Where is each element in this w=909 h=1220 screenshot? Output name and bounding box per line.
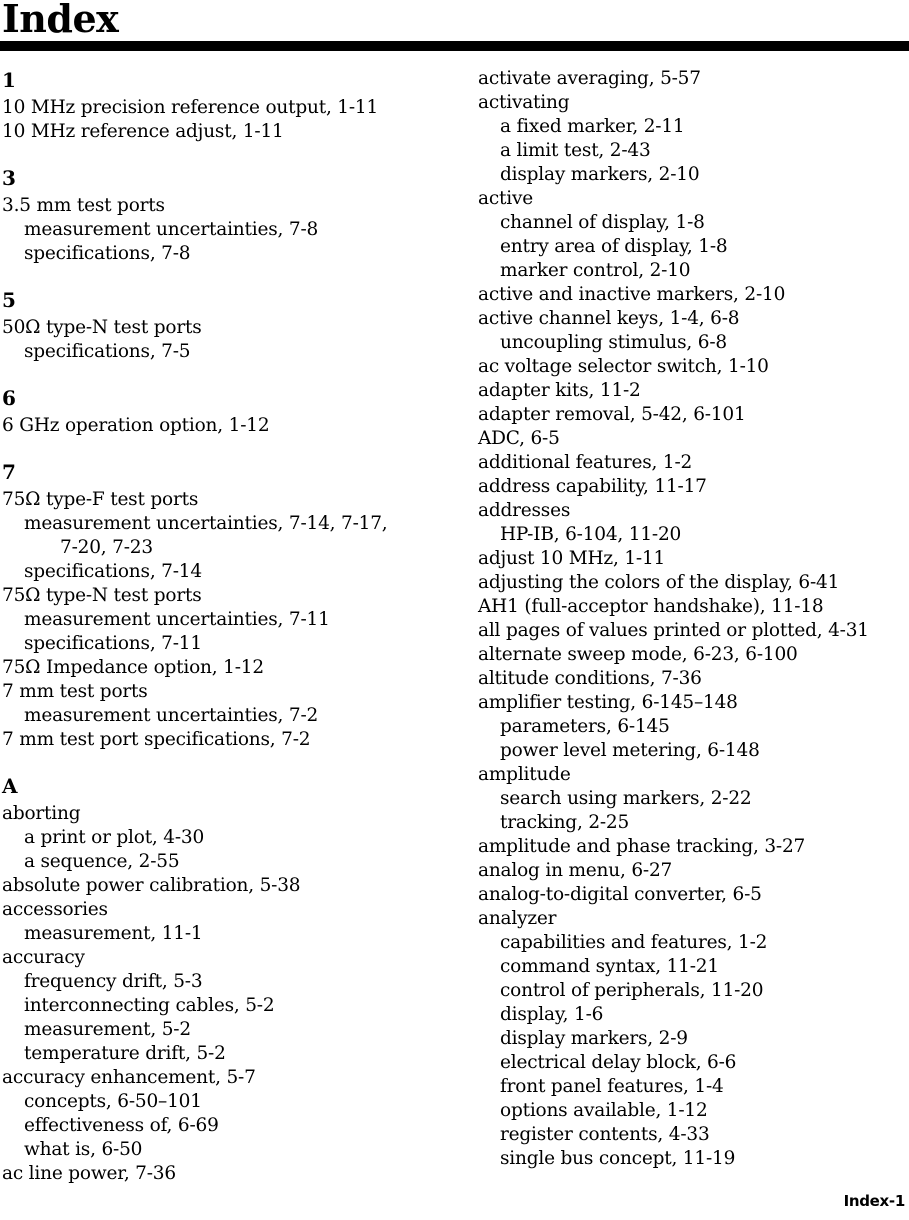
index-entry: absolute power calibration, 5-38	[2, 875, 301, 896]
index-entry: aborting	[2, 803, 81, 824]
index-entry: ac voltage selector switch, 1-10	[478, 356, 769, 377]
index-left-column	[2, 67, 454, 1186]
index-entry: amplitude	[478, 764, 571, 785]
section-heading: 1	[2, 68, 16, 92]
index-entry: specifications, 7-14	[24, 561, 202, 582]
section-heading: A	[2, 774, 18, 798]
index-entry: amplitude and phase tracking, 3-27	[478, 836, 806, 857]
index-entry: alternate sweep mode, 6-23, 6-100	[478, 644, 798, 665]
index-section	[2, 67, 454, 144]
index-section	[2, 459, 454, 752]
index-entry: analyzer	[478, 908, 557, 929]
index-entry: address capability, 11-17	[478, 476, 707, 497]
index-entry: active and inactive markers, 2-10	[478, 284, 786, 305]
index-entry: a sequence, 2-55	[24, 851, 180, 872]
index-entry: temperature drift, 5-2	[24, 1043, 226, 1064]
index-entry: entry area of display, 1-8	[500, 236, 728, 257]
section-heading: 3	[2, 166, 16, 190]
index-entry: single bus concept, 11-19	[500, 1148, 736, 1169]
index-entry: measurement uncertainties, 7-11	[24, 609, 330, 630]
index-entry: ac line power, 7-36	[2, 1163, 176, 1184]
index-entry: display, 1-6	[500, 1004, 604, 1025]
index-entry: 3.5 mm test ports	[2, 195, 165, 216]
index-entry: specifications, 7-5	[24, 341, 191, 362]
index-entry: 7 mm test port specifications, 7-2	[2, 729, 311, 750]
index-entry: ADC, 6-5	[478, 428, 560, 449]
index-entry: concepts, 6-50–101	[24, 1091, 202, 1112]
index-entry: uncoupling stimulus, 6-8	[500, 332, 727, 353]
index-entry: effectiveness of, 6-69	[24, 1115, 219, 1136]
index-entry: channel of display, 1-8	[500, 212, 705, 233]
index-entry: 75Ω type-N test ports	[2, 585, 202, 606]
index-entry: 50Ω type-N test ports	[2, 317, 202, 338]
index-entry: adjusting the colors of the display, 6-41	[478, 572, 840, 593]
page-footer-label: Index-1	[843, 1192, 905, 1210]
index-entry: 75Ω Impedance option, 1-12	[2, 657, 264, 678]
index-entry: 75Ω type-F test ports	[2, 489, 199, 510]
index-entry: altitude conditions, 7-36	[478, 668, 702, 689]
index-entry: register contents, 4-33	[500, 1124, 710, 1145]
index-entry: activate averaging, 5-57	[478, 68, 701, 89]
index-entry: capabilities and features, 1-2	[500, 932, 768, 953]
index-entry: accuracy enhancement, 5-7	[2, 1067, 256, 1088]
index-entry: a print or plot, 4-30	[24, 827, 205, 848]
index-entry: command syntax, 11-21	[500, 956, 719, 977]
index-entry: amplifier testing, 6-145–148	[478, 692, 738, 713]
section-heading: 7	[2, 460, 16, 484]
index-entry: addresses	[478, 500, 571, 521]
index-entry: HP-IB, 6-104, 11-20	[500, 524, 682, 545]
index-entry: active channel keys, 1-4, 6-8	[478, 308, 740, 329]
index-entry: adapter removal, 5-42, 6-101	[478, 404, 746, 425]
index-entry: specifications, 7-8	[24, 243, 191, 264]
section-heading: 6	[2, 386, 16, 410]
index-entry: all pages of values printed or plotted, 4-31	[478, 620, 869, 641]
index-entry: display markers, 2-10	[500, 164, 700, 185]
index-section	[2, 165, 454, 266]
index-entry: adjust 10 MHz, 1-11	[478, 548, 666, 569]
index-entry: power level metering, 6-148	[500, 740, 760, 761]
index-entry: 7-20, 7-23	[60, 537, 153, 558]
index-entry: tracking, 2-25	[500, 812, 630, 833]
index-section	[2, 773, 454, 1186]
index-entry: options available, 1-12	[500, 1100, 708, 1121]
index-entry: additional features, 1-2	[478, 452, 693, 473]
index-entry: measurement, 5-2	[24, 1019, 191, 1040]
index-entry: interconnecting cables, 5-2	[24, 995, 275, 1016]
index-section	[2, 385, 454, 438]
index-entry: accessories	[2, 899, 108, 920]
index-section	[478, 67, 869, 1171]
index-entry: active	[478, 188, 533, 209]
index-entry: a fixed marker, 2-11	[500, 116, 685, 137]
section-heading: 5	[2, 288, 16, 312]
index-entry: measurement uncertainties, 7-8	[24, 219, 319, 240]
index-entry: parameters, 6-145	[500, 716, 670, 737]
index-entry: analog in menu, 6-27	[478, 860, 673, 881]
index-entry: measurement uncertainties, 7-2	[24, 705, 319, 726]
index-entry: AH1 (full-acceptor handshake), 11-18	[478, 596, 824, 617]
index-entry: specifications, 7-11	[24, 633, 202, 654]
title-rule	[0, 41, 909, 51]
index-entry: control of peripherals, 11-20	[500, 980, 764, 1001]
index-entry: marker control, 2-10	[500, 260, 691, 281]
index-entry: front panel features, 1-4	[500, 1076, 724, 1097]
index-entry: accuracy	[2, 947, 85, 968]
index-entry: measurement uncertainties, 7-14, 7-17,	[24, 513, 388, 534]
index-entry: display markers, 2-9	[500, 1028, 688, 1049]
index-entry: adapter kits, 11-2	[478, 380, 641, 401]
index-entry: electrical delay block, 6-6	[500, 1052, 737, 1073]
index-entry: 10 MHz reference adjust, 1-11	[2, 121, 284, 142]
index-entry: a limit test, 2-43	[500, 140, 651, 161]
index-section	[2, 287, 454, 364]
index-entry: search using markers, 2-22	[500, 788, 752, 809]
index-entry: analog-to-digital converter, 6-5	[478, 884, 762, 905]
index-entry: 10 MHz precision reference output, 1-11	[2, 97, 379, 118]
index-entry: 7 mm test ports	[2, 681, 148, 702]
index-entry: activating	[478, 92, 570, 113]
index-entry: frequency drift, 5-3	[24, 971, 203, 992]
index-columns	[2, 67, 909, 1186]
index-entry: 6 GHz operation option, 1-12	[2, 415, 270, 436]
page-title: Index	[2, 0, 119, 41]
index-entry: measurement, 11-1	[24, 923, 203, 944]
index-right-column	[454, 67, 869, 1171]
index-entry: what is, 6-50	[24, 1139, 143, 1160]
